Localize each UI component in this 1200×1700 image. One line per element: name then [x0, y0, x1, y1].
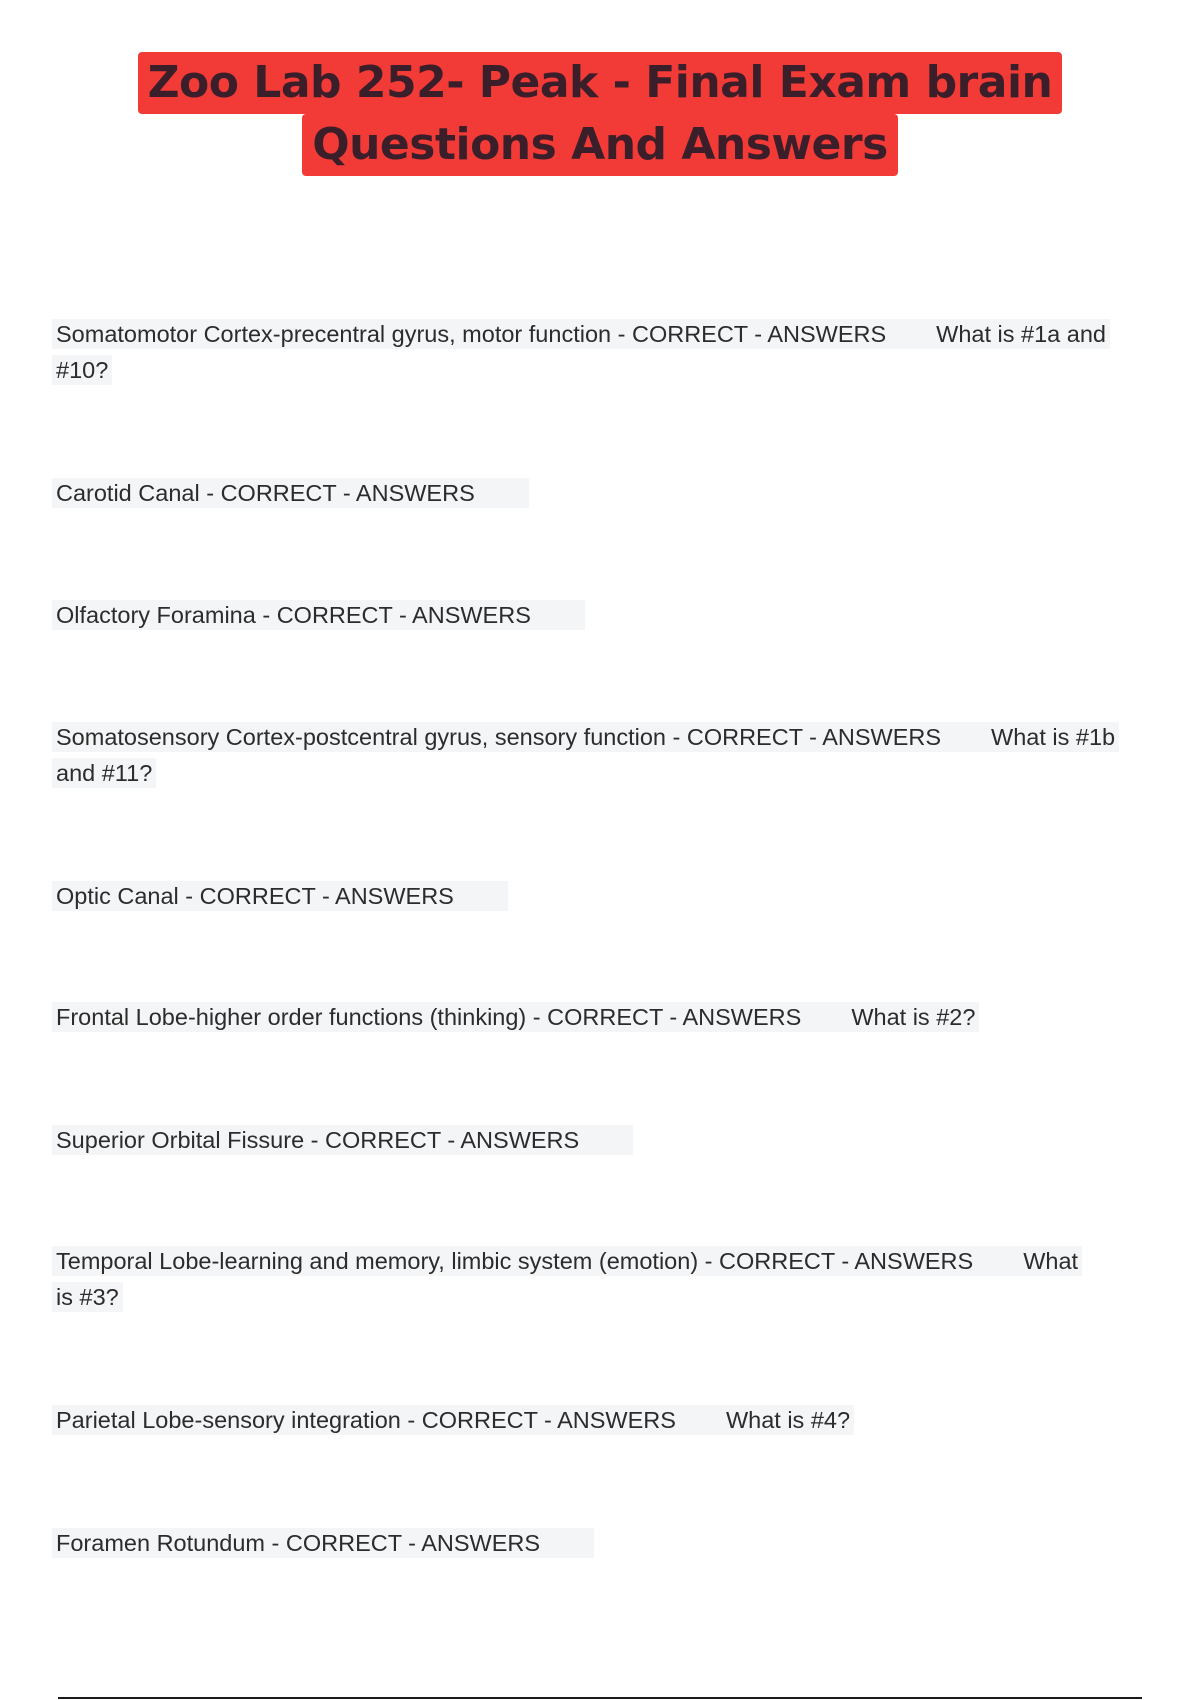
question-text: What is #1b and #11? — [56, 724, 1116, 786]
answer-text: Optic Canal - CORRECT - ANSWERS — [56, 883, 454, 909]
answer-text: Frontal Lobe-higher order functions (thinking) - CORRECT - ANSWERS — [56, 1004, 802, 1030]
qa-entry-6 — [52, 999, 1112, 1035]
footer-divider — [58, 1697, 1142, 1699]
qa-entry-5 — [52, 878, 1112, 914]
title-line-2: Questions And Answers — [302, 114, 898, 176]
answer-text: Somatosensory Cortex-postcentral gyrus, sensory function - CORRECT - ANSWERS — [56, 724, 942, 750]
question-text: What is #3? — [56, 1248, 1079, 1310]
document-title — [0, 52, 1200, 176]
qa-text — [52, 1528, 594, 1558]
qa-entry-9 — [52, 1402, 1112, 1438]
qa-entry-7 — [52, 1122, 1112, 1158]
question-text: What is #2? — [851, 1004, 976, 1030]
qa-entry-3 — [52, 597, 1112, 633]
qa-text — [52, 1246, 1082, 1312]
qa-entry-2 — [52, 475, 1112, 511]
qa-entry-10 — [52, 1525, 1112, 1561]
answer-text: Carotid Canal - CORRECT - ANSWERS — [56, 480, 475, 506]
answer-text: Foramen Rotundum - CORRECT - ANSWERS — [56, 1530, 541, 1556]
title-line-1: Zoo Lab 252- Peak - Final Exam brain — [138, 52, 1063, 114]
qa-text — [52, 722, 1119, 788]
qa-text — [52, 600, 585, 630]
qa-text — [52, 1125, 633, 1155]
answer-text: Olfactory Foramina - CORRECT - ANSWERS — [56, 602, 531, 628]
question-text: What is #4? — [725, 1407, 851, 1433]
answer-text: Temporal Lobe-learning and memory, limbic system (emotion) - CORRECT - ANSWERS — [56, 1248, 974, 1274]
qa-text — [52, 319, 1110, 385]
question-text: What is #1a and #10? — [56, 321, 1106, 383]
qa-entry-4 — [52, 719, 1132, 791]
qa-entry-1 — [52, 316, 1112, 388]
qa-text — [52, 881, 508, 911]
qa-entry-8 — [52, 1243, 1082, 1315]
answer-text: Superior Orbital Fissure - CORRECT - ANSWERS — [56, 1127, 580, 1153]
qa-text — [52, 478, 529, 508]
qa-text — [52, 1405, 854, 1435]
answer-text: Somatomotor Cortex-precentral gyrus, motor function - CORRECT - ANSWERS — [56, 321, 887, 347]
qa-text — [52, 1002, 979, 1032]
answer-text: Parietal Lobe-sensory integration - CORRECT - ANSWERS — [56, 1407, 676, 1433]
